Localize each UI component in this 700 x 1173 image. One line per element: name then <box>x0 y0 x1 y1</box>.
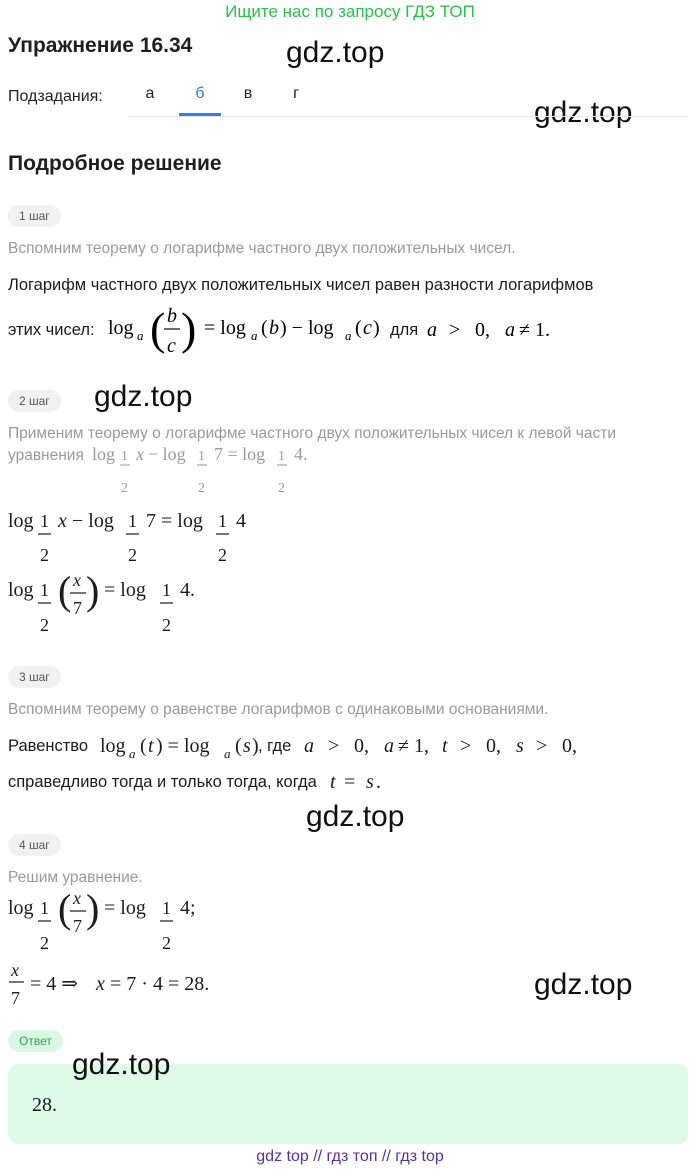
svg-text:): ) <box>86 886 100 931</box>
step-text: Логарифм частного двух положительных чисел равен разности логарифмов <box>8 276 594 294</box>
svg-text:1: 1 <box>162 898 171 918</box>
svg-text:log: log <box>108 317 134 339</box>
step-text: для <box>390 321 419 339</box>
svg-text:log: log <box>8 510 34 532</box>
step-text: этих чисел: <box>8 321 95 339</box>
solution-heading: Подробное решение <box>8 152 222 175</box>
svg-text:4: 4 <box>236 510 246 532</box>
formula-log-quotient <box>108 296 428 362</box>
svg-text:a: a <box>505 319 515 341</box>
svg-text:2: 2 <box>40 933 49 953</box>
svg-text:>: > <box>328 735 340 757</box>
svg-text:t: t <box>442 735 448 757</box>
svg-text:4.: 4. <box>180 579 195 601</box>
watermark: gdz.top <box>94 380 193 413</box>
svg-text:1: 1 <box>198 449 205 464</box>
svg-text:= log: = log <box>104 579 146 601</box>
step-text: справедливо тогда и только тогда, когда <box>8 773 317 791</box>
svg-text:2: 2 <box>128 545 137 565</box>
svg-text:x: x <box>11 960 19 980</box>
formula-t-equals-s <box>328 766 418 796</box>
svg-text:x: x <box>73 888 81 908</box>
svg-text:= 7 · 4 = 28.: = 7 · 4 = 28. <box>110 973 210 995</box>
svg-text:a: a <box>251 328 258 343</box>
watermark: gdz.top <box>286 36 385 69</box>
svg-text:>: > <box>449 319 461 341</box>
svg-text:4.: 4. <box>294 444 308 464</box>
svg-text:c: c <box>363 317 372 339</box>
svg-text:a: a <box>137 328 144 343</box>
svg-text:1: 1 <box>121 449 128 464</box>
step-hint: Вспомним теорему о равенстве логарифмов с одинаковыми основаниями. <box>8 701 549 718</box>
svg-text:): ) <box>373 317 380 339</box>
svg-text:4;: 4; <box>180 897 196 919</box>
svg-text:7 = log: 7 = log <box>214 444 266 464</box>
svg-text:s: s <box>366 771 374 793</box>
svg-text:0,: 0, <box>475 319 490 341</box>
step-badge: 2 шаг <box>8 390 61 412</box>
tab-subtask-v[interactable]: в <box>243 85 253 102</box>
svg-text:>: > <box>460 735 472 757</box>
svg-text:≠ 1.: ≠ 1. <box>519 319 550 341</box>
svg-text:=: = <box>344 771 356 793</box>
svg-text:2: 2 <box>162 615 171 635</box>
svg-text:a: a <box>304 735 314 757</box>
svg-text:log: log <box>8 579 34 601</box>
svg-text:0,: 0, <box>486 735 501 757</box>
svg-text:(: ( <box>355 317 362 339</box>
svg-text:a: a <box>129 746 136 761</box>
svg-text:= 4 ⇒: = 4 ⇒ <box>30 973 79 995</box>
answer-badge: Ответ <box>8 1030 63 1052</box>
svg-text:) = log: ) = log <box>156 735 210 757</box>
svg-text:t: t <box>330 771 336 793</box>
svg-text:c: c <box>167 335 176 357</box>
formula-condition <box>425 312 575 346</box>
subtasks-label: Подзадания: <box>8 88 103 105</box>
svg-text:a: a <box>224 746 231 761</box>
svg-text:7: 7 <box>11 988 20 1008</box>
svg-text:a: a <box>345 328 352 343</box>
svg-text:1: 1 <box>128 511 137 531</box>
svg-text:.: . <box>376 771 381 793</box>
answer-value: 28. <box>32 1094 57 1116</box>
step-text: Равенство <box>8 737 89 755</box>
svg-text:= log: = log <box>104 897 146 919</box>
step-badge: 3 шаг <box>8 666 61 688</box>
svg-text:2: 2 <box>40 615 49 635</box>
svg-text:1: 1 <box>218 511 227 531</box>
svg-text:(: ( <box>261 317 268 339</box>
watermark: gdz.top <box>306 800 405 833</box>
svg-text:x: x <box>136 444 144 464</box>
formula-hint-equation <box>92 440 322 498</box>
formula-conditions <box>300 730 600 762</box>
formula-equation <box>8 505 268 567</box>
watermark: gdz.top <box>534 968 633 1001</box>
step-hint: уравнения <box>8 447 84 464</box>
svg-text:x: x <box>96 973 105 995</box>
step-badge: 1 шаг <box>8 205 61 227</box>
svg-text:(: ( <box>235 735 242 757</box>
svg-text:x: x <box>58 510 67 532</box>
svg-text:2: 2 <box>278 481 285 496</box>
formula-equation <box>8 884 228 956</box>
footer-links[interactable]: gdz top // гдз топ // гдз top <box>256 1148 444 1165</box>
svg-text:s: s <box>243 735 251 757</box>
svg-text:1: 1 <box>162 580 171 600</box>
step-badge: 4 шаг <box>8 834 61 856</box>
svg-text:log: log <box>100 735 126 757</box>
svg-text:1: 1 <box>40 580 49 600</box>
svg-text:a: a <box>384 735 394 757</box>
svg-text:s: s <box>516 735 524 757</box>
svg-text:(: ( <box>58 568 72 613</box>
svg-text:): ) <box>252 735 259 757</box>
svg-text:0,: 0, <box>354 735 369 757</box>
svg-text:2: 2 <box>121 481 128 496</box>
tab-subtask-b[interactable]: б <box>179 74 221 116</box>
step-hint: Решим уравнение. <box>8 869 143 886</box>
svg-text:) − log: ) − log <box>280 317 334 339</box>
svg-text:): ) <box>181 303 197 354</box>
svg-text:t: t <box>148 735 154 757</box>
step-text: , где <box>258 737 292 755</box>
svg-text:(: ( <box>140 735 147 757</box>
svg-text:1: 1 <box>278 449 285 464</box>
svg-text:7: 7 <box>73 598 82 618</box>
page-title: Упражнение 16.34 <box>8 34 193 57</box>
svg-text:x: x <box>73 570 81 590</box>
svg-text:b: b <box>269 317 279 339</box>
svg-text:2: 2 <box>40 545 49 565</box>
svg-text:2: 2 <box>162 933 171 953</box>
svg-text:1: 1 <box>40 511 49 531</box>
watermark: gdz.top <box>72 1048 171 1081</box>
watermark: gdz.top <box>534 96 633 129</box>
svg-text:0,: 0, <box>562 735 577 757</box>
svg-text:− log: − log <box>148 444 186 464</box>
svg-text:2: 2 <box>198 481 205 496</box>
svg-text:= log: = log <box>204 317 246 339</box>
svg-text:): ) <box>86 568 100 613</box>
svg-text:(: ( <box>58 886 72 931</box>
svg-text:a: a <box>427 319 437 341</box>
tab-subtask-g[interactable]: г <box>293 85 299 102</box>
svg-text:(: ( <box>150 303 166 354</box>
svg-text:log: log <box>92 444 116 464</box>
subtask-tabs <box>128 74 688 117</box>
step-hint: Применим теорему о логарифме частного двух положительных чисел к левой части <box>8 425 617 442</box>
formula-equation <box>8 566 228 638</box>
tab-subtask-a[interactable]: а <box>145 85 155 102</box>
svg-text:>: > <box>536 735 548 757</box>
svg-text:2: 2 <box>218 545 227 565</box>
svg-text:7 = log: 7 = log <box>146 510 203 532</box>
svg-text:log: log <box>8 897 34 919</box>
svg-text:− log: − log <box>72 510 114 532</box>
search-banner: Ищите нас по запросу ГДЗ ТОП <box>225 2 475 21</box>
step-hint: Вспомним теорему о логарифме частного двух положительных чисел. <box>8 240 516 257</box>
svg-text:≠ 1,: ≠ 1, <box>398 735 429 757</box>
formula-solution <box>8 958 268 1010</box>
svg-text:7: 7 <box>73 916 82 936</box>
svg-text:b: b <box>167 305 177 327</box>
svg-text:1: 1 <box>40 898 49 918</box>
